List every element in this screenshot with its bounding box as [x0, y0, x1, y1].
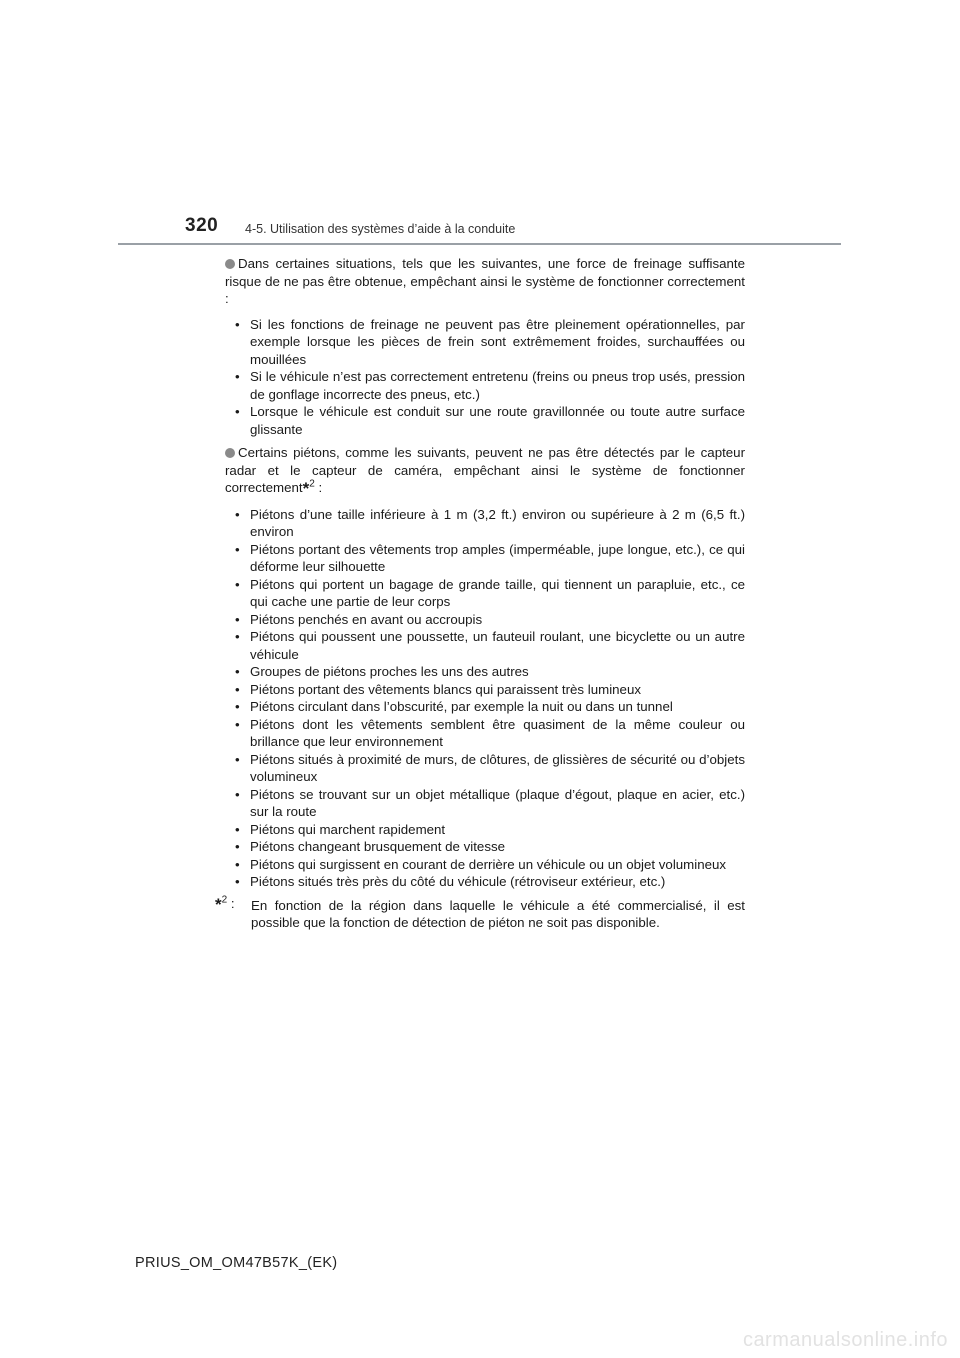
list-bullet-icon: • [235, 541, 240, 557]
list-item: • Piétons d’une taille inférieure à 1 m (3,2 ft.) environ ou supérieure à 2 m (6,5 ft.) environ [235, 506, 745, 539]
list-item: • Piétons changeant brusquement de vitesse [235, 839, 506, 854]
paragraph-pedestrians-text: Certains piétons, comme les suivants, peuvent ne pas être détectés par le capteur radar et le capteur de caméra, empêchant ainsi le système de fonctionner correctement [225, 445, 745, 495]
round-bullet-icon [225, 259, 235, 269]
list-item: • Lorsque le véhicule est conduit sur une route gravillonnée ou toute autre surface glissante [235, 404, 745, 437]
footnote [215, 894, 745, 932]
list-bullet-icon: • [235, 699, 240, 714]
paragraph-braking [225, 255, 745, 438]
footnote-ref-star: * [302, 479, 310, 498]
list-bullet-icon: • [235, 611, 240, 627]
watermark: carmanualsonline.info [742, 1329, 948, 1351]
list-bullet-icon: • [235, 786, 240, 802]
list-bullet-icon: • [235, 576, 240, 592]
list-bullet-icon: • [235, 629, 240, 644]
list-item: • Piétons se trouvant sur un objet métallique (plaque d’égout, plaque en acier, etc.) sur la route [235, 786, 745, 819]
list-bullet-icon: • [235, 316, 240, 332]
paragraph-braking-text: Dans certaines situations, tels que les suivantes, une force de freinage suffisante risque de ne pas être obtenue, empêchant ainsi le système de fonctionner correctement : [225, 256, 745, 306]
footnote-text: En fonction de la région dans laquelle le véhicule a été commercialisé, il est possible que la fonction de détection de piéton ne soit pas disponible. [251, 897, 745, 930]
list-bullet-icon: • [235, 681, 240, 697]
list-bullet-icon: • [235, 404, 240, 419]
list-bullet-icon: • [235, 664, 240, 679]
list-item: • Piétons qui marchent rapidement [235, 821, 446, 837]
list-bullet-icon: • [235, 506, 240, 522]
list-bullet-icon: • [235, 839, 240, 854]
list-item: • Si les fonctions de freinage ne peuvent pas être pleinement opérationnelles, par exemple lorsque les pièces de frein sont extrêmement froides, surchauffées ou mouillées [235, 316, 745, 367]
paragraph-pedestrians: Certains piétons, comme les suivants, peuvent ne pas être détectés par le capteur radar et le capteur de caméra, empêchant ainsi le système de fonctionner correctement*$^2$ : • Piétons d’une taille inférieure à 1 m (3,2 ft.) environ ou supérieure à 2 m (6,5 ft.) environ • Piétons portant des vêtements trop amples (imperméable, jupe longue, etc.), ce qui déforme leur silhouette • Piétons qui portent un bagage de grande taille, qui tiennent un parapluie, etc., ce qui cache une partie de leur corps • Piétons penchés en avant ou accroupis • Piétons qui poussent une poussette, un fauteuil roulant, une bicyclette ou un autre véhicule • Groupes de piétons proches les uns des autres • Piétons portant des vêtements blancs qui paraissent très lumineux • Piétons circulant dans l’obscurité, par exemple la nuit ou dans un tunnel • Piétons dont les vêtements semblent être quasiment de la même couleur ou brillance que leur environnement • Piétons situés à proximité de murs, de clôtures, de glissières de sécurité ou d’objets volumineux • Piétons se trouvant sur un objet métallique (plaque d’égout, plaque en acier, etc.) sur la route • Piétons qui marchent rapidement • Piétons changeant brusquement de vitesse • Piétons qui surgissent en courant de derrière un véhicule ou un objet volumineux • Piétons situés très près du côté du véhicule (rétroviseur extérieur, etc.) [225, 445, 745, 889]
list-item: • Piétons dont les vêtements semblent être quasiment de la même couleur ou brillance que leur environnement [235, 716, 745, 749]
list-item: • Piétons situés à proximité de murs, de clôtures, de glissières de sécurité ou d’objets volumineux [235, 751, 745, 784]
list-bullet-icon: • [235, 821, 240, 837]
footnote-number: 2 [221, 894, 228, 906]
list-item: • Piétons portant des vêtements blancs qui paraissent très lumineux [235, 681, 641, 697]
list-item: • Groupes de piétons proches les uns des autres [235, 664, 529, 679]
footnote-ref-number: 2 [309, 478, 315, 490]
list-bullet-icon: • [235, 751, 240, 767]
footnote-marker: *$^2$ : [215, 894, 235, 914]
list-item: • Piétons portant des vêtements trop amples (imperméable, jupe longue, etc.), ce qui déforme leur silhouette [235, 541, 745, 574]
list-item: • Piétons penchés en avant ou accroupis [235, 611, 483, 627]
list-item: • Piétons qui portent un bagage de grande taille, qui tiennent un parapluie, etc., ce qui cache une partie de leur corps [235, 576, 745, 609]
header-divider [118, 243, 841, 245]
page-content [215, 255, 745, 932]
list-bullet-icon: • [235, 716, 240, 732]
list-item: • Piétons circulant dans l’obscurité, par exemple la nuit ou dans un tunnel [235, 699, 673, 714]
list-item: • Piétons situés très près du côté du véhicule (rétroviseur extérieur, etc.) [235, 874, 666, 889]
pedestrian-cases-list [225, 506, 745, 891]
list-bullet-icon: • [235, 856, 240, 872]
page-number: 320 [185, 215, 219, 236]
braking-conditions-list [225, 316, 745, 439]
section-title: 4-5. Utilisation des systèmes d’aide à la conduite [245, 222, 516, 236]
list-item: • Piétons qui surgissent en courant de derrière un véhicule ou un objet volumineux [235, 856, 727, 872]
round-bullet-icon [225, 448, 235, 458]
list-bullet-icon: • [235, 874, 240, 889]
footnote-star: * [215, 894, 222, 914]
document-code: PRIUS_OM_OM47B57K_(EK) [135, 1255, 338, 1271]
list-item: • Si le véhicule n’est pas correctement entretenu (freins ou pneus trop usés, pression de gonflage incorrecte des pneus, etc.) [235, 369, 745, 402]
list-bullet-icon: • [235, 369, 240, 384]
list-item: • Piétons qui poussent une poussette, un fauteuil roulant, une bicyclette ou un autre véhicule [235, 629, 745, 662]
